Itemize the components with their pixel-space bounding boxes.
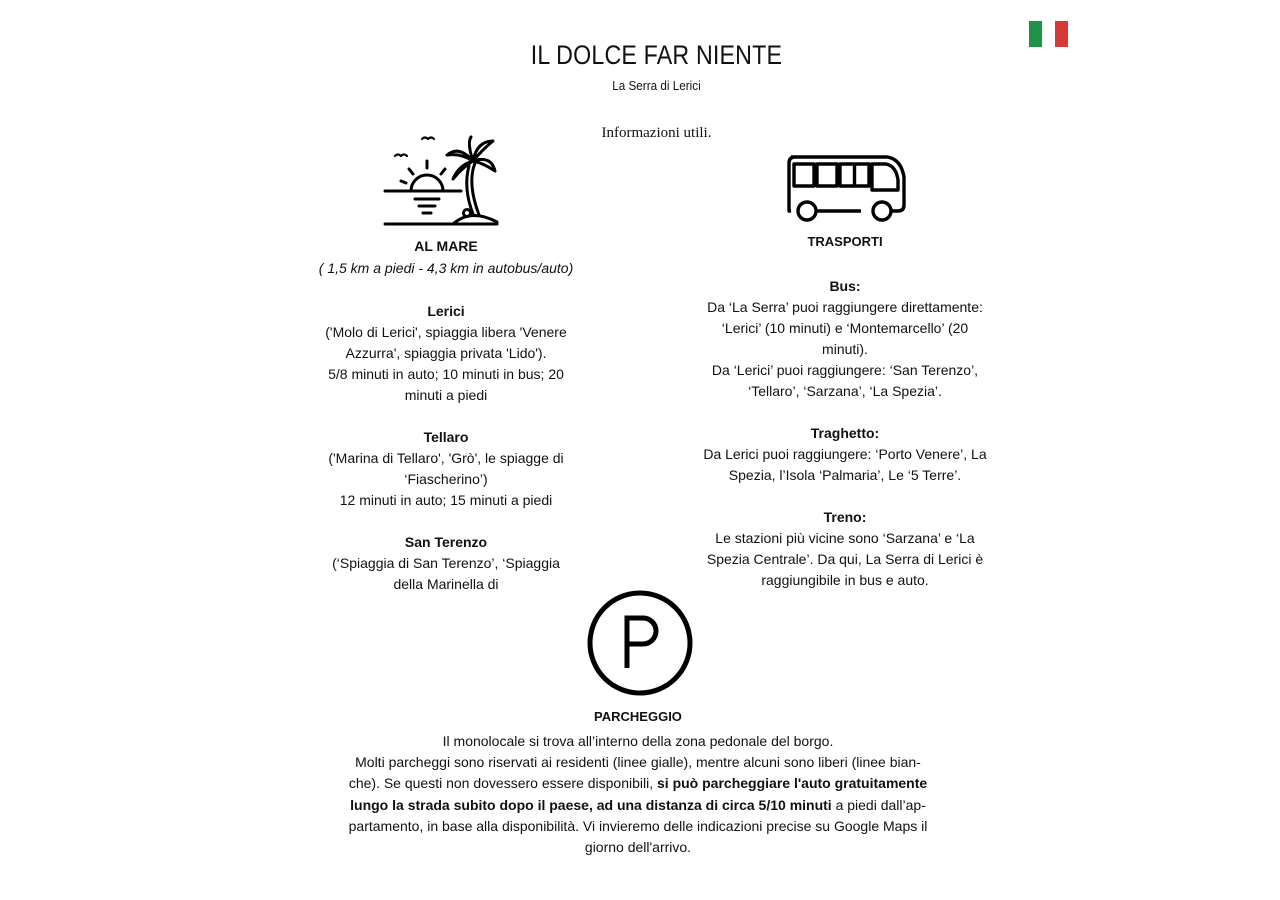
parking-highlight: lungo la strada subito dopo il paese, ad una distanza di circa 5/10 minuti (350, 796, 832, 813)
beach-sun-palm-icon (383, 133, 499, 229)
parking-line: lungo la strada subito dopo il paese, ad una distanza di circa 5/10 minuti a piedi dall’ap- (350, 796, 926, 813)
place-line: 5/8 minuti in auto; 10 minuti in bus; 20 (328, 366, 564, 382)
trasporti-sections (697, 276, 993, 591)
transport-train-heading: Treno: (823, 509, 867, 525)
info-heading: Informazioni utili. (601, 125, 712, 141)
place-line: ('Marina di Tellaro', 'Grò', le spiagge di (328, 450, 564, 466)
parking-line: partamento, in base alla disponibilità. Vi invieremo delle indicazioni precise su Google Maps il (348, 817, 928, 834)
transport-line: Spezia Centrale’. Da qui, La Serra di Lerici è (706, 551, 984, 567)
place-name-tellaro: Tellaro (423, 429, 469, 445)
transport-line: minuti). (822, 341, 868, 357)
transport-line: raggiungibile in bus e auto. (761, 572, 929, 588)
parking-icon (585, 588, 695, 698)
al-mare-distance: ( 1,5 km a piedi - 4,3 km in autobus/auto) (318, 260, 574, 276)
place-name-lerici: Lerici (427, 303, 465, 319)
al-mare-title: AL MARE (414, 238, 478, 254)
place-line: ('Molo di Lerici', spiaggia libera 'Venere (325, 324, 567, 340)
transport-bus-heading: Bus: (829, 278, 861, 294)
trasporti-title: TRASPORTI (807, 234, 883, 249)
place-line: 12 minuti in auto; 15 minuti a piedi (339, 492, 553, 508)
transport-line: Spezia, l’Isola ‘Palmaria’, Le ‘5 Terre’. (728, 467, 962, 483)
transport-line: ‘Lerici’ (10 minuti) e ‘Montemarcello’ (20 (721, 320, 969, 336)
place-line: della Marinella di (393, 576, 499, 592)
parcheggio-title: PARCHEGGIO (594, 709, 682, 724)
place-line: minuti a piedi (404, 387, 488, 403)
parking-line: giorno dell'arrivo. (584, 839, 692, 856)
place-line: ‘Fiascherino’) (404, 471, 488, 487)
parcheggio-description (333, 731, 943, 858)
place-line: Azzurra', spiaggia privata 'Lido'). (345, 345, 547, 361)
parking-line: che). Se questi non dovessero essere disponibili, si può parcheggiare l'auto gratuitamente (348, 775, 928, 792)
transport-line: Le stazioni più vicine sono ‘Sarzana’ e ‘La (715, 530, 975, 546)
transport-line: Da Lerici puoi raggiungere: ‘Porto Venere’, La (703, 446, 987, 462)
place-name-san-terenzo: San Terenzo (404, 534, 488, 550)
place-line: (‘Spiaggia di San Terenzo’, ‘Spiaggia (332, 555, 560, 571)
parking-line: Molti parcheggi sono riservati ai residenti (linee gialle), mentre alcuni sono liberi (linee bian- (355, 754, 921, 771)
parking-highlight: si può parcheggiare l'auto gratuitamente (657, 775, 928, 792)
bus-icon (785, 153, 907, 225)
page-subtitle: La Serra di Lerici (612, 78, 701, 93)
al-mare-places (318, 301, 574, 595)
transport-line: ‘Tellaro’, ‘Sarzana’, ‘La Spezia’. (748, 383, 942, 399)
page-title: IL DOLCE FAR NIENTE (530, 40, 783, 70)
transport-line: Da ‘Lerici’ puoi raggiungere: ‘San Terenzo’, (711, 362, 979, 378)
transport-line: Da ‘La Serra’ puoi raggiungere direttamente: (707, 299, 983, 315)
parking-line: Il monolocale si trova all’interno della zona pedonale del borgo. (442, 733, 834, 749)
transport-ferry-heading: Traghetto: (810, 425, 880, 441)
